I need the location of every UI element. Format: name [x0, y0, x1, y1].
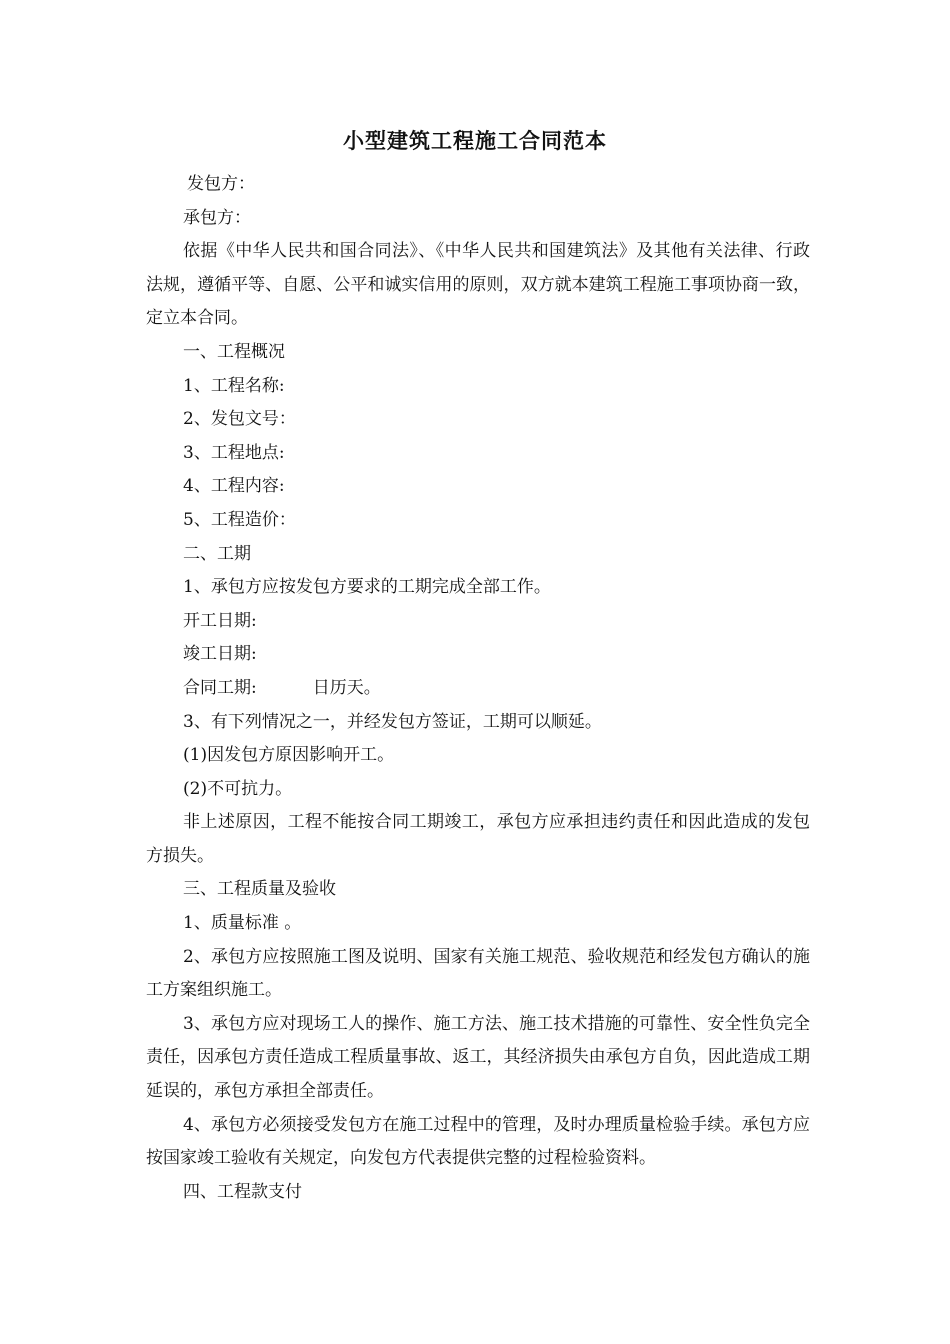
clause-paragraph: 3、承包方应对现场工人的操作、施工方法、施工技术措施的可靠性、安全性负完全责任，因承包方责任造成工程质量事故、返工，其经济损失由承包方自负，因此造成工期延误的，承包方承担全部责任。: [146, 1013, 810, 1102]
document-title: 小型建筑工程施工合同范本: [343, 128, 607, 153]
clause-line: 2、发包文号：: [183, 409, 296, 430]
contract-period-line: [146, 672, 810, 706]
clause-line: 1、工程名称:: [183, 375, 285, 396]
clause-line: 1、承包方应按发包方要求的工期完成全部工作。: [183, 577, 551, 598]
section-heading: 三、工程质量及验收: [183, 879, 336, 900]
clause-line: 3、工程地点:: [183, 442, 285, 463]
clause-line: 5、工程造价：: [183, 509, 296, 530]
party-a-line: 发包方：: [187, 174, 255, 194]
clause-line: (2)不可抗力。: [183, 778, 293, 799]
section-heading: 四、工程款支付: [183, 1181, 302, 1202]
document-body: [146, 168, 810, 1209]
section-heading: 一、工程概况: [183, 341, 285, 362]
clause-paragraph: 2、承包方应按照施工图及说明、国家有关施工规范、验收规范和经发包方确认的施工方案组织施工。: [146, 946, 810, 1001]
clause-line: 4、工程内容:: [183, 476, 285, 497]
completion-date-line: 竣工日期:: [183, 644, 257, 665]
clause-line: (1)因发包方原因影响开工。: [183, 745, 395, 766]
clause-paragraph: 非上述原因，工程不能按合同工期竣工，承包方应承担违约责任和因此造成的发包方损失。: [146, 812, 810, 866]
clause-paragraph: 4、承包方必须接受发包方在施工过程中的管理，及时办理质量检验手续。承包方应按国家竣工验收有关规定，向发包方代表提供完整的过程检验资料。: [146, 1114, 810, 1169]
section-heading: 二、工期: [183, 543, 251, 564]
clause-line: 3、有下列情况之一，并经发包方签证，工期可以顺延。: [183, 711, 602, 732]
preamble-paragraph: 依据《中华人民共和国合同法》、《中华人民共和国建筑法》及其他有关法律、行政法规，遵循平等、自愿、公平和诚实信用的原则，双方就本建筑工程施工事项协商一致，定立本合同。: [146, 241, 810, 329]
calendar-days-label: 日历天。: [312, 677, 381, 698]
start-date-line: 开工日期:: [183, 610, 257, 631]
party-b-line: 承包方：: [183, 207, 251, 228]
contract-period-label: 合同工期:: [183, 677, 257, 698]
clause-line: 1、质量标准 。: [183, 913, 302, 934]
